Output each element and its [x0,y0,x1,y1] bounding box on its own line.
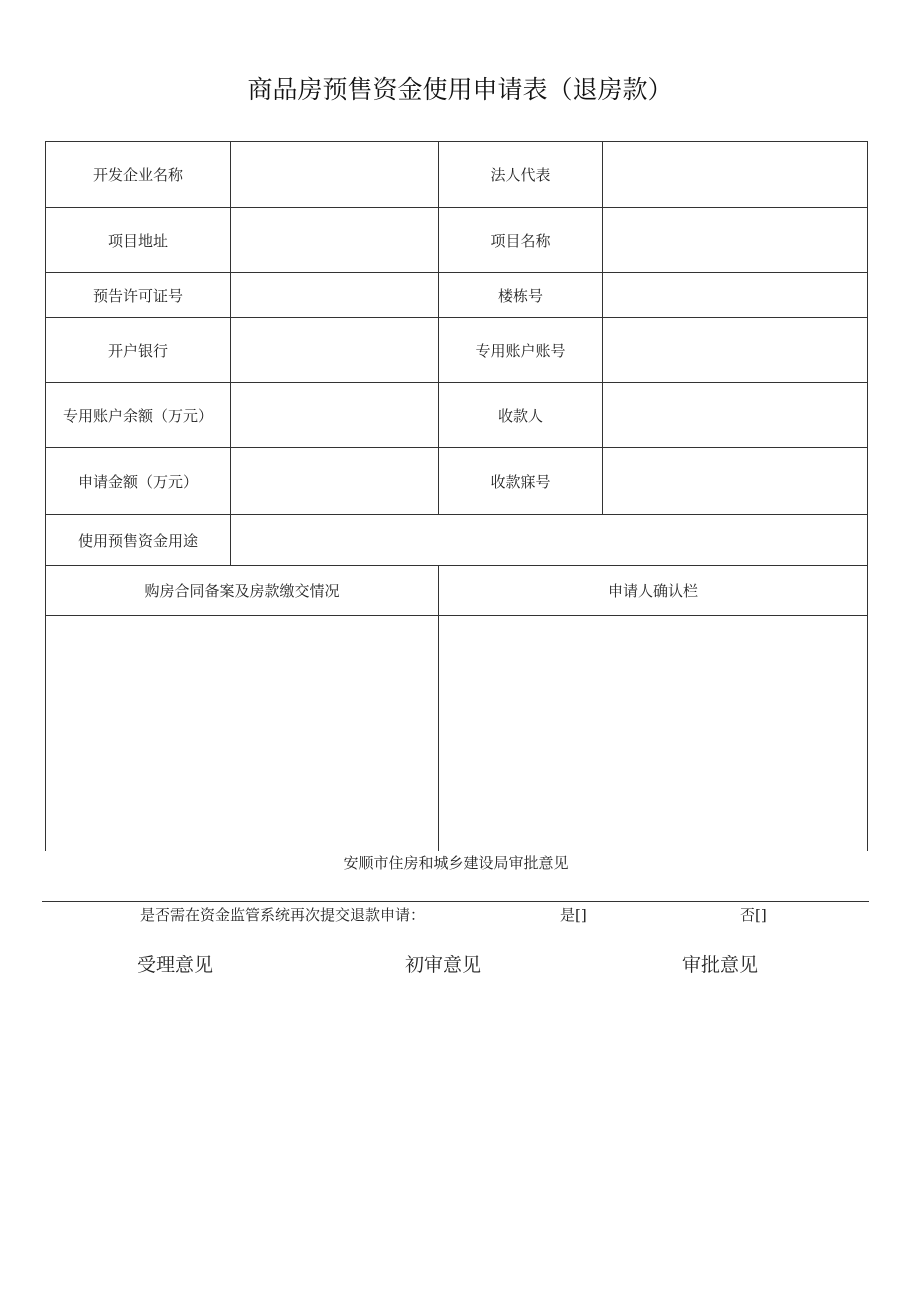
field-fund-purpose[interactable] [231,515,868,566]
approval-opinion-heading: 审批意见 [682,954,759,976]
row-permit [46,273,868,318]
form-title: 商品房预售资金使用申请表（退房款） [247,75,673,104]
divider-line [42,901,869,902]
field-account-number[interactable] [603,318,868,383]
field-requested-amount[interactable] [231,448,439,515]
label-legal-representative: 法人代表 [439,142,603,208]
section-header-contract-payment: 购房合同备案及房款缴交情况 [46,566,439,616]
option-no-checkbox[interactable]: 否[] [740,906,767,924]
resubmit-question: 是否需在资金监管系统再次提交退款申请： [140,906,426,924]
label-project-address: 项目地址 [46,208,231,273]
section-header-applicant-confirmation: 申请人确认栏 [439,566,868,616]
label-account-number: 专用账户账号 [439,318,603,383]
field-payee-account[interactable] [603,448,868,515]
label-building-number: 楼栋号 [439,273,603,318]
preliminary-review-heading: 初审意见 [405,954,482,976]
row-amount [46,448,868,515]
field-project-name[interactable] [603,208,868,273]
field-account-balance[interactable] [231,383,439,448]
label-fund-purpose: 使用预售资金用途 [46,515,231,566]
field-building-number[interactable] [603,273,868,318]
field-developer-name[interactable] [231,142,439,208]
row-developer [46,142,868,208]
label-presale-permit: 预告许可证号 [46,273,231,318]
label-developer-name: 开发企业名称 [46,142,231,208]
field-legal-representative[interactable] [603,142,868,208]
approval-heading: 安顺市住房和城乡建设局审批意见 [343,854,569,872]
label-payee: 收款人 [439,383,603,448]
field-applicant-confirmation[interactable] [439,616,868,851]
row-section-content [46,616,868,851]
acceptance-opinion-heading: 受理意见 [137,954,214,976]
label-project-name: 项目名称 [439,208,603,273]
label-payee-account: 收款寐号 [439,448,603,515]
row-purpose [46,515,868,566]
field-payee[interactable] [603,383,868,448]
label-bank: 开户银行 [46,318,231,383]
label-account-balance: 专用账户余额（万元） [46,383,231,448]
label-requested-amount: 申请金额（万元） [46,448,231,515]
field-bank[interactable] [231,318,439,383]
field-contract-payment[interactable] [46,616,439,851]
application-form-table [45,141,868,851]
row-project [46,208,868,273]
option-yes-checkbox[interactable]: 是[] [560,906,587,924]
row-section-headers [46,566,868,616]
field-project-address[interactable] [231,208,439,273]
row-bank [46,318,868,383]
field-presale-permit[interactable] [231,273,439,318]
row-balance [46,383,868,448]
